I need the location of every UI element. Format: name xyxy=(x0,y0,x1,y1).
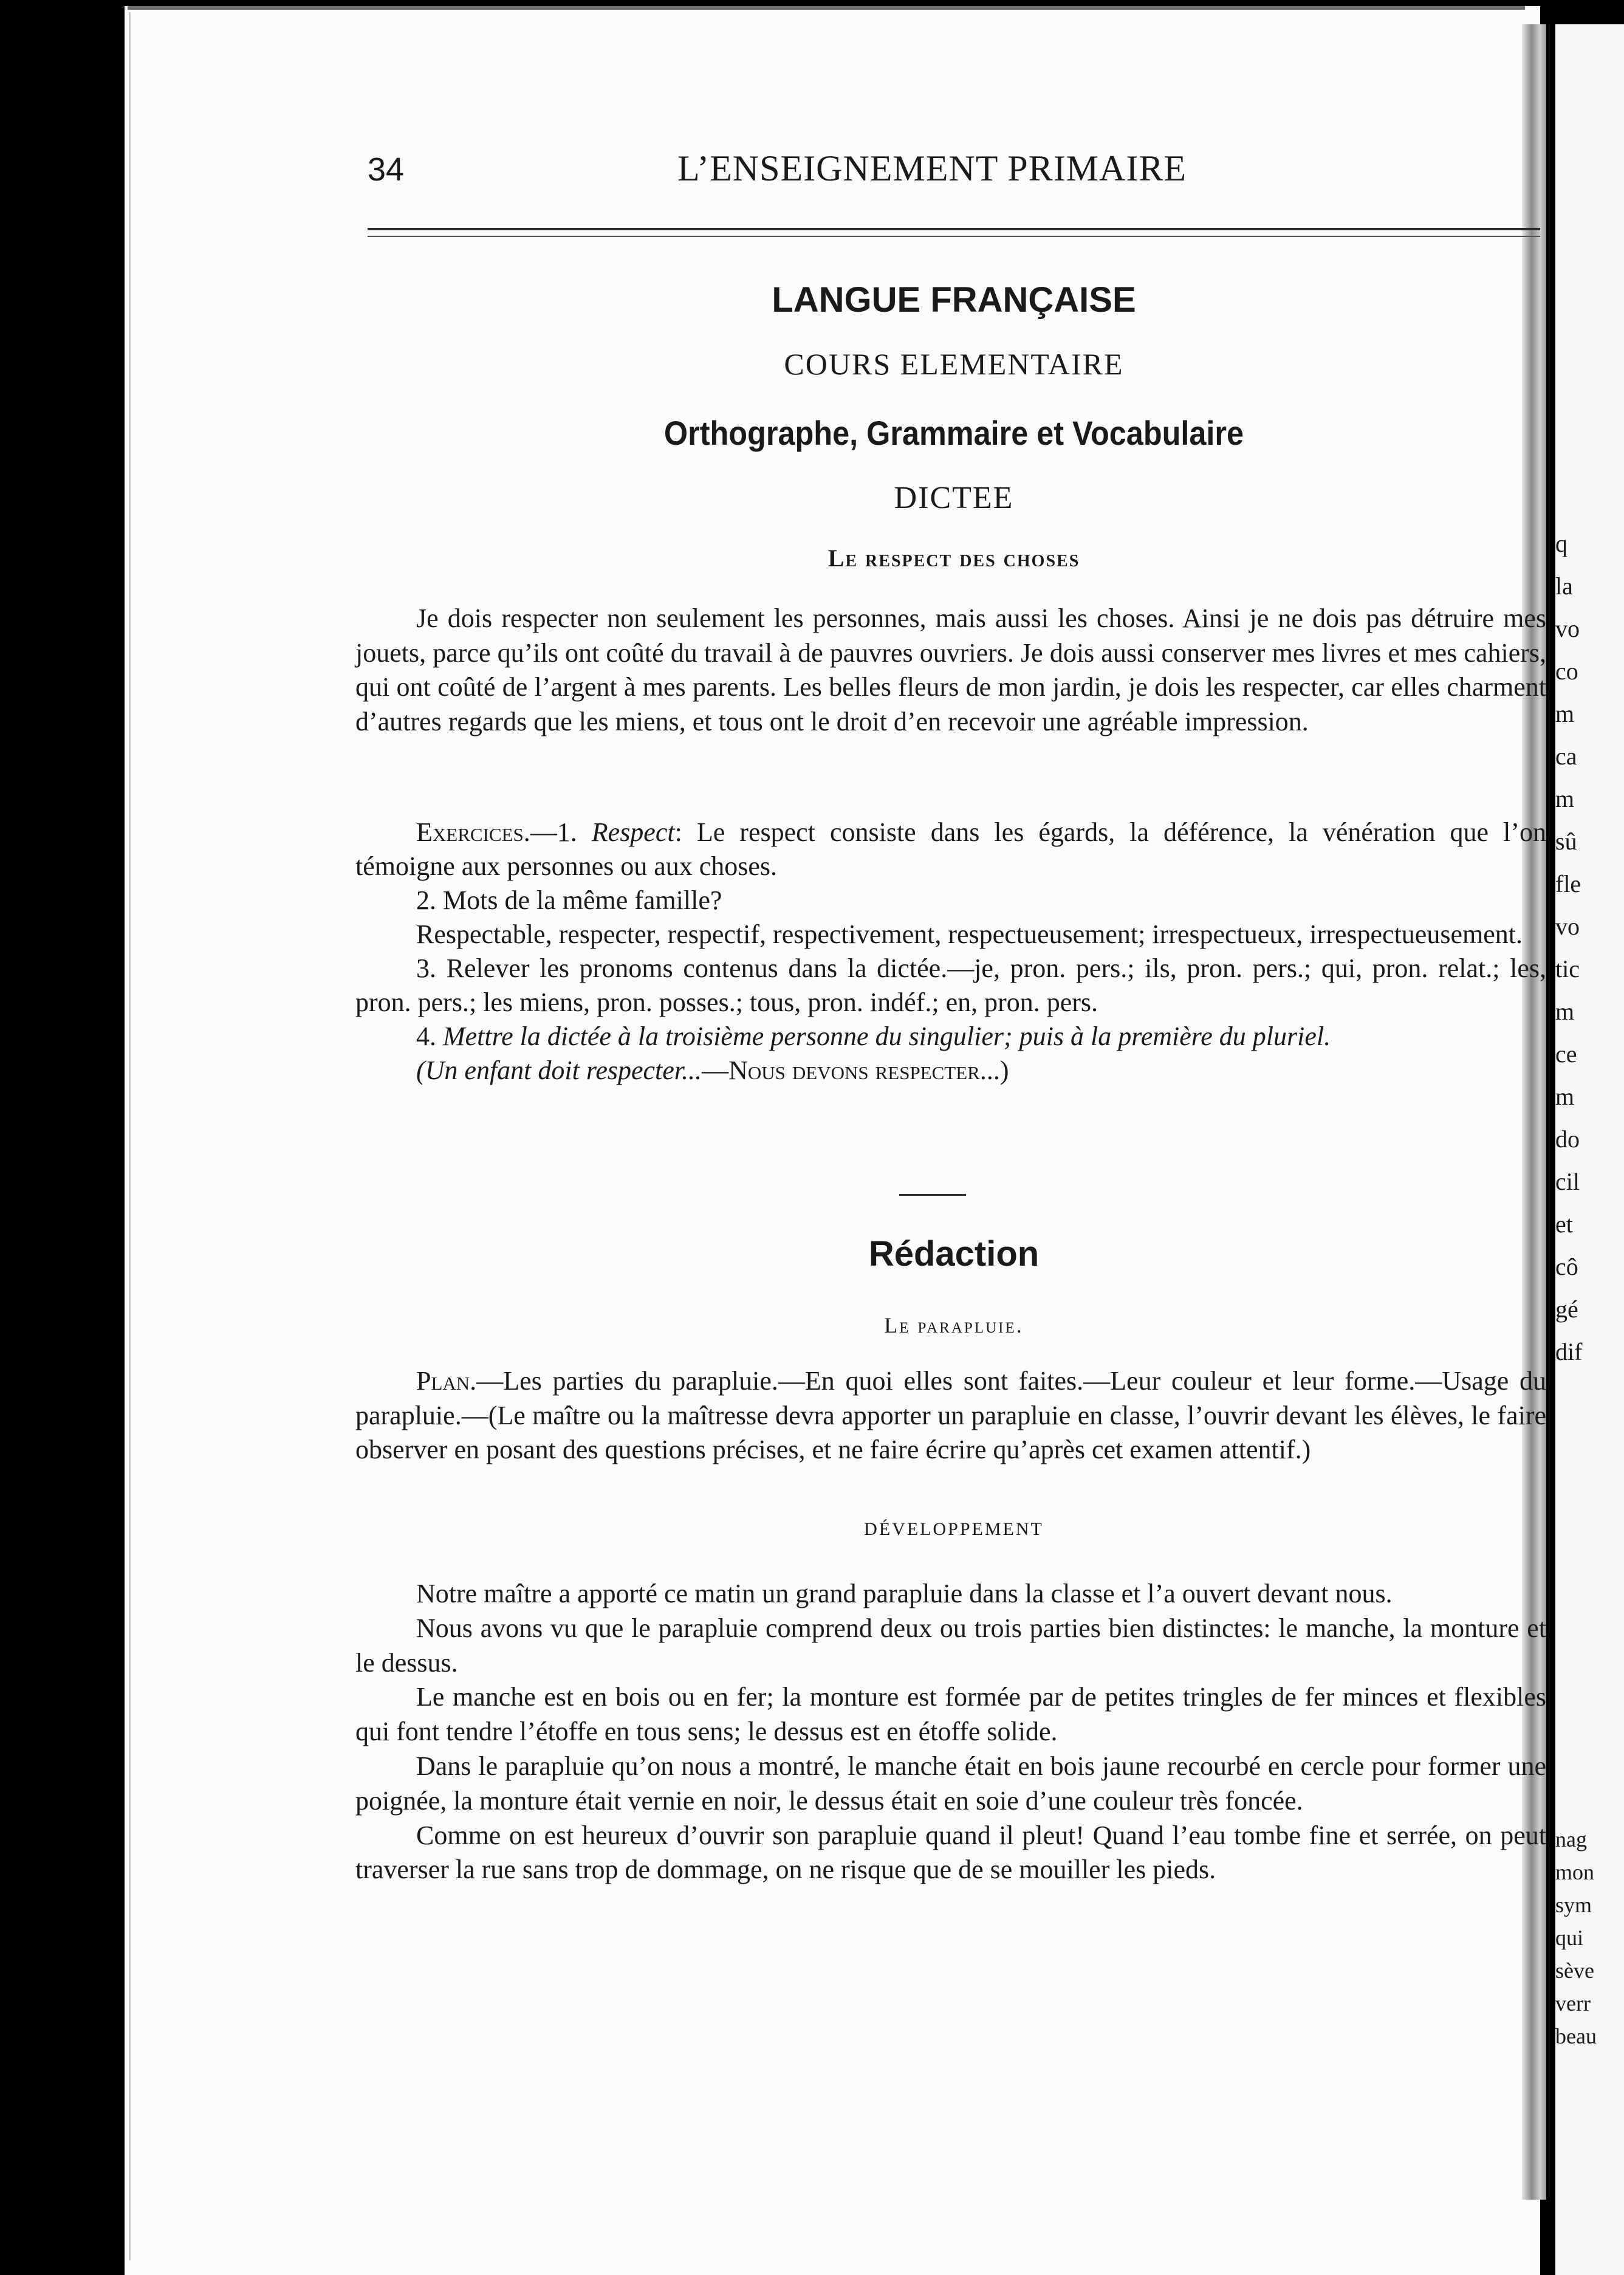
exercise-4-example-a: (Un enfant doit respecter... xyxy=(416,1055,702,1085)
section-divider xyxy=(899,1194,966,1196)
development-label: DÉVELOPPEMENT xyxy=(864,1519,1044,1539)
development-text xyxy=(355,1577,1546,1887)
exercises xyxy=(355,815,1546,1088)
facing-page-fragment: verr xyxy=(1555,1991,1591,2016)
section-title: LANGUE FRANÇAISE xyxy=(772,280,1136,320)
dictation-label: DICTEE xyxy=(894,481,1014,515)
facing-page-fragments-top xyxy=(1555,523,1624,1373)
exercise-4-example xyxy=(355,1054,1546,1088)
dictation-title: Le respect des choses xyxy=(827,544,1080,572)
facing-page-fragment: nag xyxy=(1555,1827,1587,1851)
facing-page-fragment: et xyxy=(1555,1210,1573,1238)
exercises-label: Exercices. xyxy=(416,817,530,847)
facing-page-fragment: sève xyxy=(1555,1958,1594,1983)
facing-page-fragment: tic xyxy=(1555,955,1580,983)
development-paragraph: Dans le parapluie qu’on nous a montré, le manche était en bois jaune recourbé en cercle pour former une poignée, la monture était vernie en noir, le dessus était en soie d’une couleur très foncée. xyxy=(355,1751,1546,1816)
facing-page-fragment: m xyxy=(1555,700,1575,727)
plan-text: —Les parties du parapluie.—En quoi elles sont faites.—Leur couleur et leur forme.—Usage du parapluie.—(Le maître ou la maîtresse devra apporter un parapluie en classe, l’ouvrir devant les élèves, le faire observer en posant des questions précises, et ne faire écrire qu’après cet examen attentif.) xyxy=(355,1366,1546,1464)
exercise-2-answer: Respectable, respecter, respectif, respectivement, respectueusement; irrespectueux, irrespectueusement. xyxy=(416,919,1523,949)
plan-label: Plan. xyxy=(416,1366,477,1396)
development-paragraph: Comme on est heureux d’ouvrir son parapluie quand il pleut! Quand l’eau tombe fine et serrée, on peut traverser la rue sans trop de dommage, on ne risque que de se mouiller les pieds. xyxy=(355,1820,1546,1885)
exercise-4-text: Mettre la dictée à la troisième personne du singulier; puis à la première du pluriel. xyxy=(443,1021,1331,1051)
composition-title: Le parapluie. xyxy=(884,1313,1024,1337)
facing-page-fragment: m xyxy=(1555,998,1575,1025)
header-rule xyxy=(368,228,1540,230)
facing-page-fragment: dif xyxy=(1555,1338,1583,1365)
facing-page-fragment: sym xyxy=(1555,1893,1592,1917)
facing-page-fragment: m xyxy=(1555,785,1575,812)
facing-page-fragments-bottom xyxy=(1555,1823,1624,2053)
dictation-text xyxy=(355,602,1546,739)
page-number: 34 xyxy=(368,151,405,188)
development-paragraph: Nous avons vu que le parapluie comprend deux ou trois parties bien distinctes: le manche, la monture et le dessus. xyxy=(355,1613,1546,1678)
facing-page-strip xyxy=(1555,24,1624,2275)
running-head: L’ENSEIGNEMENT PRIMAIRE xyxy=(677,148,1187,188)
facing-page-fragment: cô xyxy=(1555,1253,1578,1280)
facing-page-fragment: vo xyxy=(1555,615,1580,642)
plan-paragraph xyxy=(355,1364,1546,1467)
exercise-1-word: Respect xyxy=(591,817,675,847)
facing-page-fragment: sû xyxy=(1555,828,1577,855)
exercise-4-number: 4. xyxy=(416,1021,436,1051)
exercise-2: 2. Mots de la même famille? xyxy=(416,885,722,915)
page-top-edge xyxy=(128,6,1525,10)
course-level: COURS ELEMENTAIRE xyxy=(784,347,1124,381)
composition-plan xyxy=(355,1364,1546,1467)
exercise-1-number: —1. xyxy=(530,817,577,847)
facing-page-fragment: fle xyxy=(1555,870,1581,897)
facing-page-fragment: mon xyxy=(1555,1860,1595,1884)
facing-page-fragment: la xyxy=(1555,572,1573,600)
exercise-3: 3. Relever les pronoms contenus dans la dictée.—je, pron. pers.; ils, pron. pers.; qui, pron. relat.; les, pron. pers.; les miens, pron. posses.; tous, pron. indéf.; en, pron. pers. xyxy=(355,953,1546,1017)
facing-page-fragment: q xyxy=(1555,530,1567,557)
redaction-title: Rédaction xyxy=(868,1234,1040,1274)
page-left-edge xyxy=(129,12,131,2260)
exercise-4 xyxy=(355,1020,1546,1054)
exercise-1 xyxy=(355,815,1546,884)
facing-page-fragment: cil xyxy=(1555,1168,1580,1195)
exercise-4-example-b: —Nous devons respecter...) xyxy=(702,1055,1009,1085)
facing-page-fragment: beau xyxy=(1555,2024,1597,2048)
dictation-paragraph: Je dois respecter non seulement les personnes, mais aussi les choses. Ainsi je ne dois pas détruire mes jouets, parce qu’ils ont coûté du travail à de pauvres ouvriers. Je dois aussi conserver mes livres et mes cahiers, qui ont coûté de l’argent à mes parents. Les belles fleurs de mon jardin, je dois les respecter, car elles charment d’autres regards que les miens, et tous ont le droit d’en recevoir une agréable impression. xyxy=(355,603,1546,736)
facing-page-fragment: ce xyxy=(1555,1040,1577,1068)
exercise-1-text: : Le respect consiste dans les égards, la déférence, la vénération que l’on témoigne aux personnes ou aux choses. xyxy=(355,817,1547,881)
facing-page-fragment: qui xyxy=(1555,1926,1584,1950)
subject-heading: Orthographe, Grammaire et Vocabulaire xyxy=(663,414,1244,452)
facing-page-fragment: co xyxy=(1555,657,1578,685)
facing-page-fragment: gé xyxy=(1555,1295,1578,1323)
facing-page-fragment: ca xyxy=(1555,743,1577,770)
development-paragraph: Notre maître a apporté ce matin un grand parapluie dans la classe et l’a ouvert devant nous. xyxy=(416,1579,1393,1608)
facing-page-fragment: do xyxy=(1555,1125,1580,1153)
header-rule-thin xyxy=(368,236,1540,237)
development-paragraph: Le manche est en bois ou en fer; la monture est formée par de petites tringles de fer minces et flexibles qui font tendre l’étoffe en tous sens; le dessus est en étoffe solide. xyxy=(355,1682,1546,1747)
facing-page-fragment: m xyxy=(1555,1083,1575,1110)
facing-page-fragment: vo xyxy=(1555,913,1580,940)
